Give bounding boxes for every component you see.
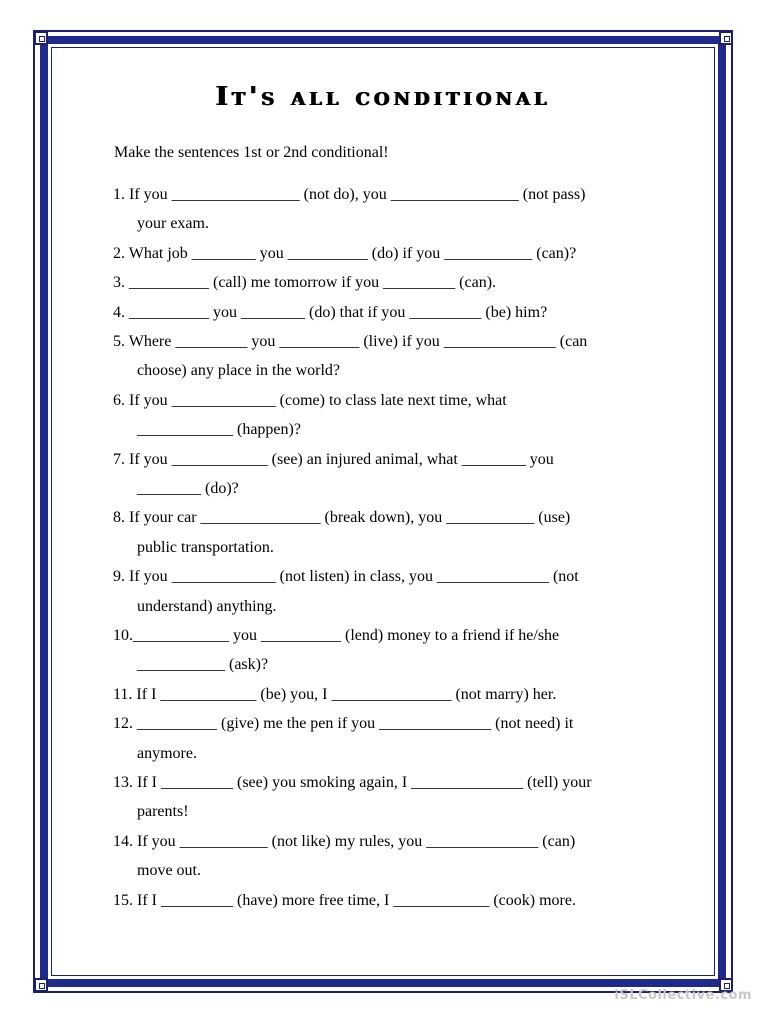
exercise-item-continuation: choose) any place in the world? [137,362,341,380]
exercise-item: 2. What job ________ you __________ (do) if you ___________ (can)? [113,244,577,262]
exercise-item: 1. If you ________________ (not do), you ________________ (not pass) [113,186,586,203]
exercise-item: 10.____________ you __________ (lend) money to a friend if he/she [113,627,560,644]
exercise-item: 4. __________ you ________ (do) that if you _________ (be) him? [113,303,548,321]
exercise-item-continuation: understand) anything. [137,597,277,615]
exercise-item-continuation: ________ (do)? [137,480,239,497]
exercise-item: 11. If I ____________ (be) you, I _______________ (not marry) her. [113,685,557,703]
exercise-item-continuation: move out. [137,862,201,880]
exercise-item: 6. If you _____________ (come) to class late next time, what [113,391,507,409]
exercise-item-continuation: ____________ (happen)? [137,421,301,439]
exercise-item: 3. __________ (call) me tomorrow if you _________ (can). [113,274,497,292]
exercise-item: 7. If you ____________ (see) an injured animal, what ________ you [113,450,554,468]
corner-ornament [34,31,48,45]
exercise-item: 9. If you _____________ (not listen) in class, you ______________ (not [113,568,579,586]
site-watermark: iSLCollective.com [614,988,752,1003]
exercise-item: 5. Where _________ you __________ (live) if you ______________ (can [113,333,588,350]
corner-ornament [719,31,733,45]
instruction-text: Make the sentences 1st or 2nd conditional! [114,144,389,161]
exercise-item: 14. If you ___________ (not like) my rules, you ______________ (can) [113,832,576,850]
exercise-item: 12. __________ (give) me the pen if you ______________ (not need) it [113,715,574,733]
corner-ornament [34,978,48,992]
exercise-item: 15. If I _________ (have) more free time, I ____________ (cook) more. [113,891,576,909]
exercise-item: 13. If I _________ (see) you smoking again, I ______________ (tell) your [113,774,592,791]
exercise-item-continuation: parents! [137,803,189,821]
worksheet-title: It's all conditional [215,82,551,112]
exercise-item-continuation: anymore. [137,744,197,762]
exercise-item: 8. If your car _______________ (break down), you ___________ (use) [113,509,571,527]
exercise-item-continuation: public transportation. [137,538,274,556]
exercise-item-continuation: your exam. [137,215,209,233]
exercise-item-continuation: ___________ (ask)? [137,656,269,674]
